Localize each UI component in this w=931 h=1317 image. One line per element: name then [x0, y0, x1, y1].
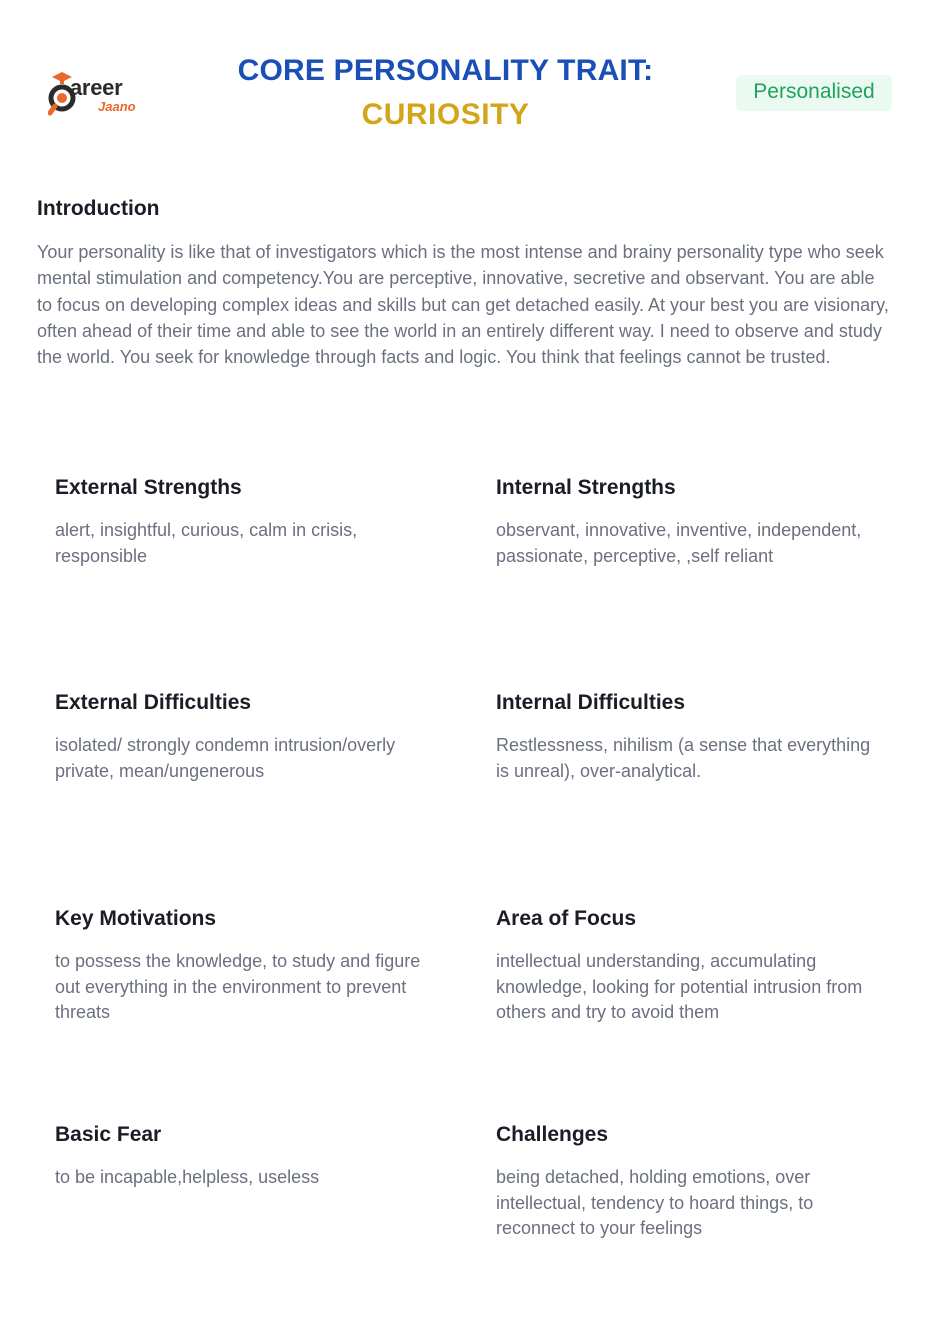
section-heading: External Difficulties [55, 691, 252, 714]
internal-difficulties-section [496, 689, 881, 784]
title-main: CORE PERSONALITY TRAIT: [237, 54, 654, 87]
external-difficulties-section [55, 689, 440, 784]
trait-name: CURIOSITY [361, 98, 530, 131]
section-body: to possess the knowledge, to study and figure out everything in the environment to prevent threats [55, 951, 421, 1022]
career-jaano-logo [48, 68, 158, 120]
introduction-body: Your personality is like that of investigators which is the most intense and brainy personality type who seek mental stimulation and competency.You are perceptive, innovative, secretive and observant. You are able to focus on developing complex ideas and skills but can get detached easily. At your best you are visionary, often ahead of their time and able to see the world in an entirely different way. I need to observe and study the world. You seek for knowledge through facts and logic. You think that feelings cannot be trusted. [37, 242, 889, 368]
section-body: observant, innovative, inventive, independent, passionate, perceptive, ,self reliant [496, 520, 862, 566]
section-body: being detached, holding emotions, over intellectual, tendency to hoard things, to reconnect to your feelings [496, 1167, 814, 1238]
external-strengths-section [55, 474, 440, 569]
internal-strengths-section [496, 474, 881, 569]
key-motivations-section [55, 905, 440, 1026]
page-title [160, 52, 731, 134]
section-heading: External Strengths [55, 476, 242, 499]
logo-sub: Jaano [98, 99, 136, 114]
section-body: to be incapable,helpless, useless [55, 1167, 320, 1187]
personalised-badge: Personalised [736, 75, 892, 111]
section-heading: Internal Strengths [496, 476, 676, 499]
section-heading: Key Motivations [55, 907, 217, 930]
section-heading: Basic Fear [55, 1123, 162, 1146]
logo-word: areer [70, 75, 123, 100]
introduction-heading: Introduction [37, 197, 160, 220]
challenges-section [496, 1121, 881, 1242]
section-body: alert, insightful, curious, calm in crisis, responsible [55, 520, 358, 566]
introduction-section [37, 195, 893, 370]
section-body: isolated/ strongly condemn intrusion/overly private, mean/ungenerous [55, 735, 396, 781]
section-body: Restlessness, nihilism (a sense that everything is unreal), over-analytical. [496, 735, 871, 781]
section-heading: Internal Difficulties [496, 691, 686, 714]
basic-fear-section [55, 1121, 440, 1191]
area-of-focus-section [496, 905, 881, 1026]
section-heading: Area of Focus [496, 907, 637, 930]
section-body: intellectual understanding, accumulating knowledge, looking for potential intrusion from others and try to avoid them [496, 951, 863, 1022]
section-heading: Challenges [496, 1123, 609, 1146]
